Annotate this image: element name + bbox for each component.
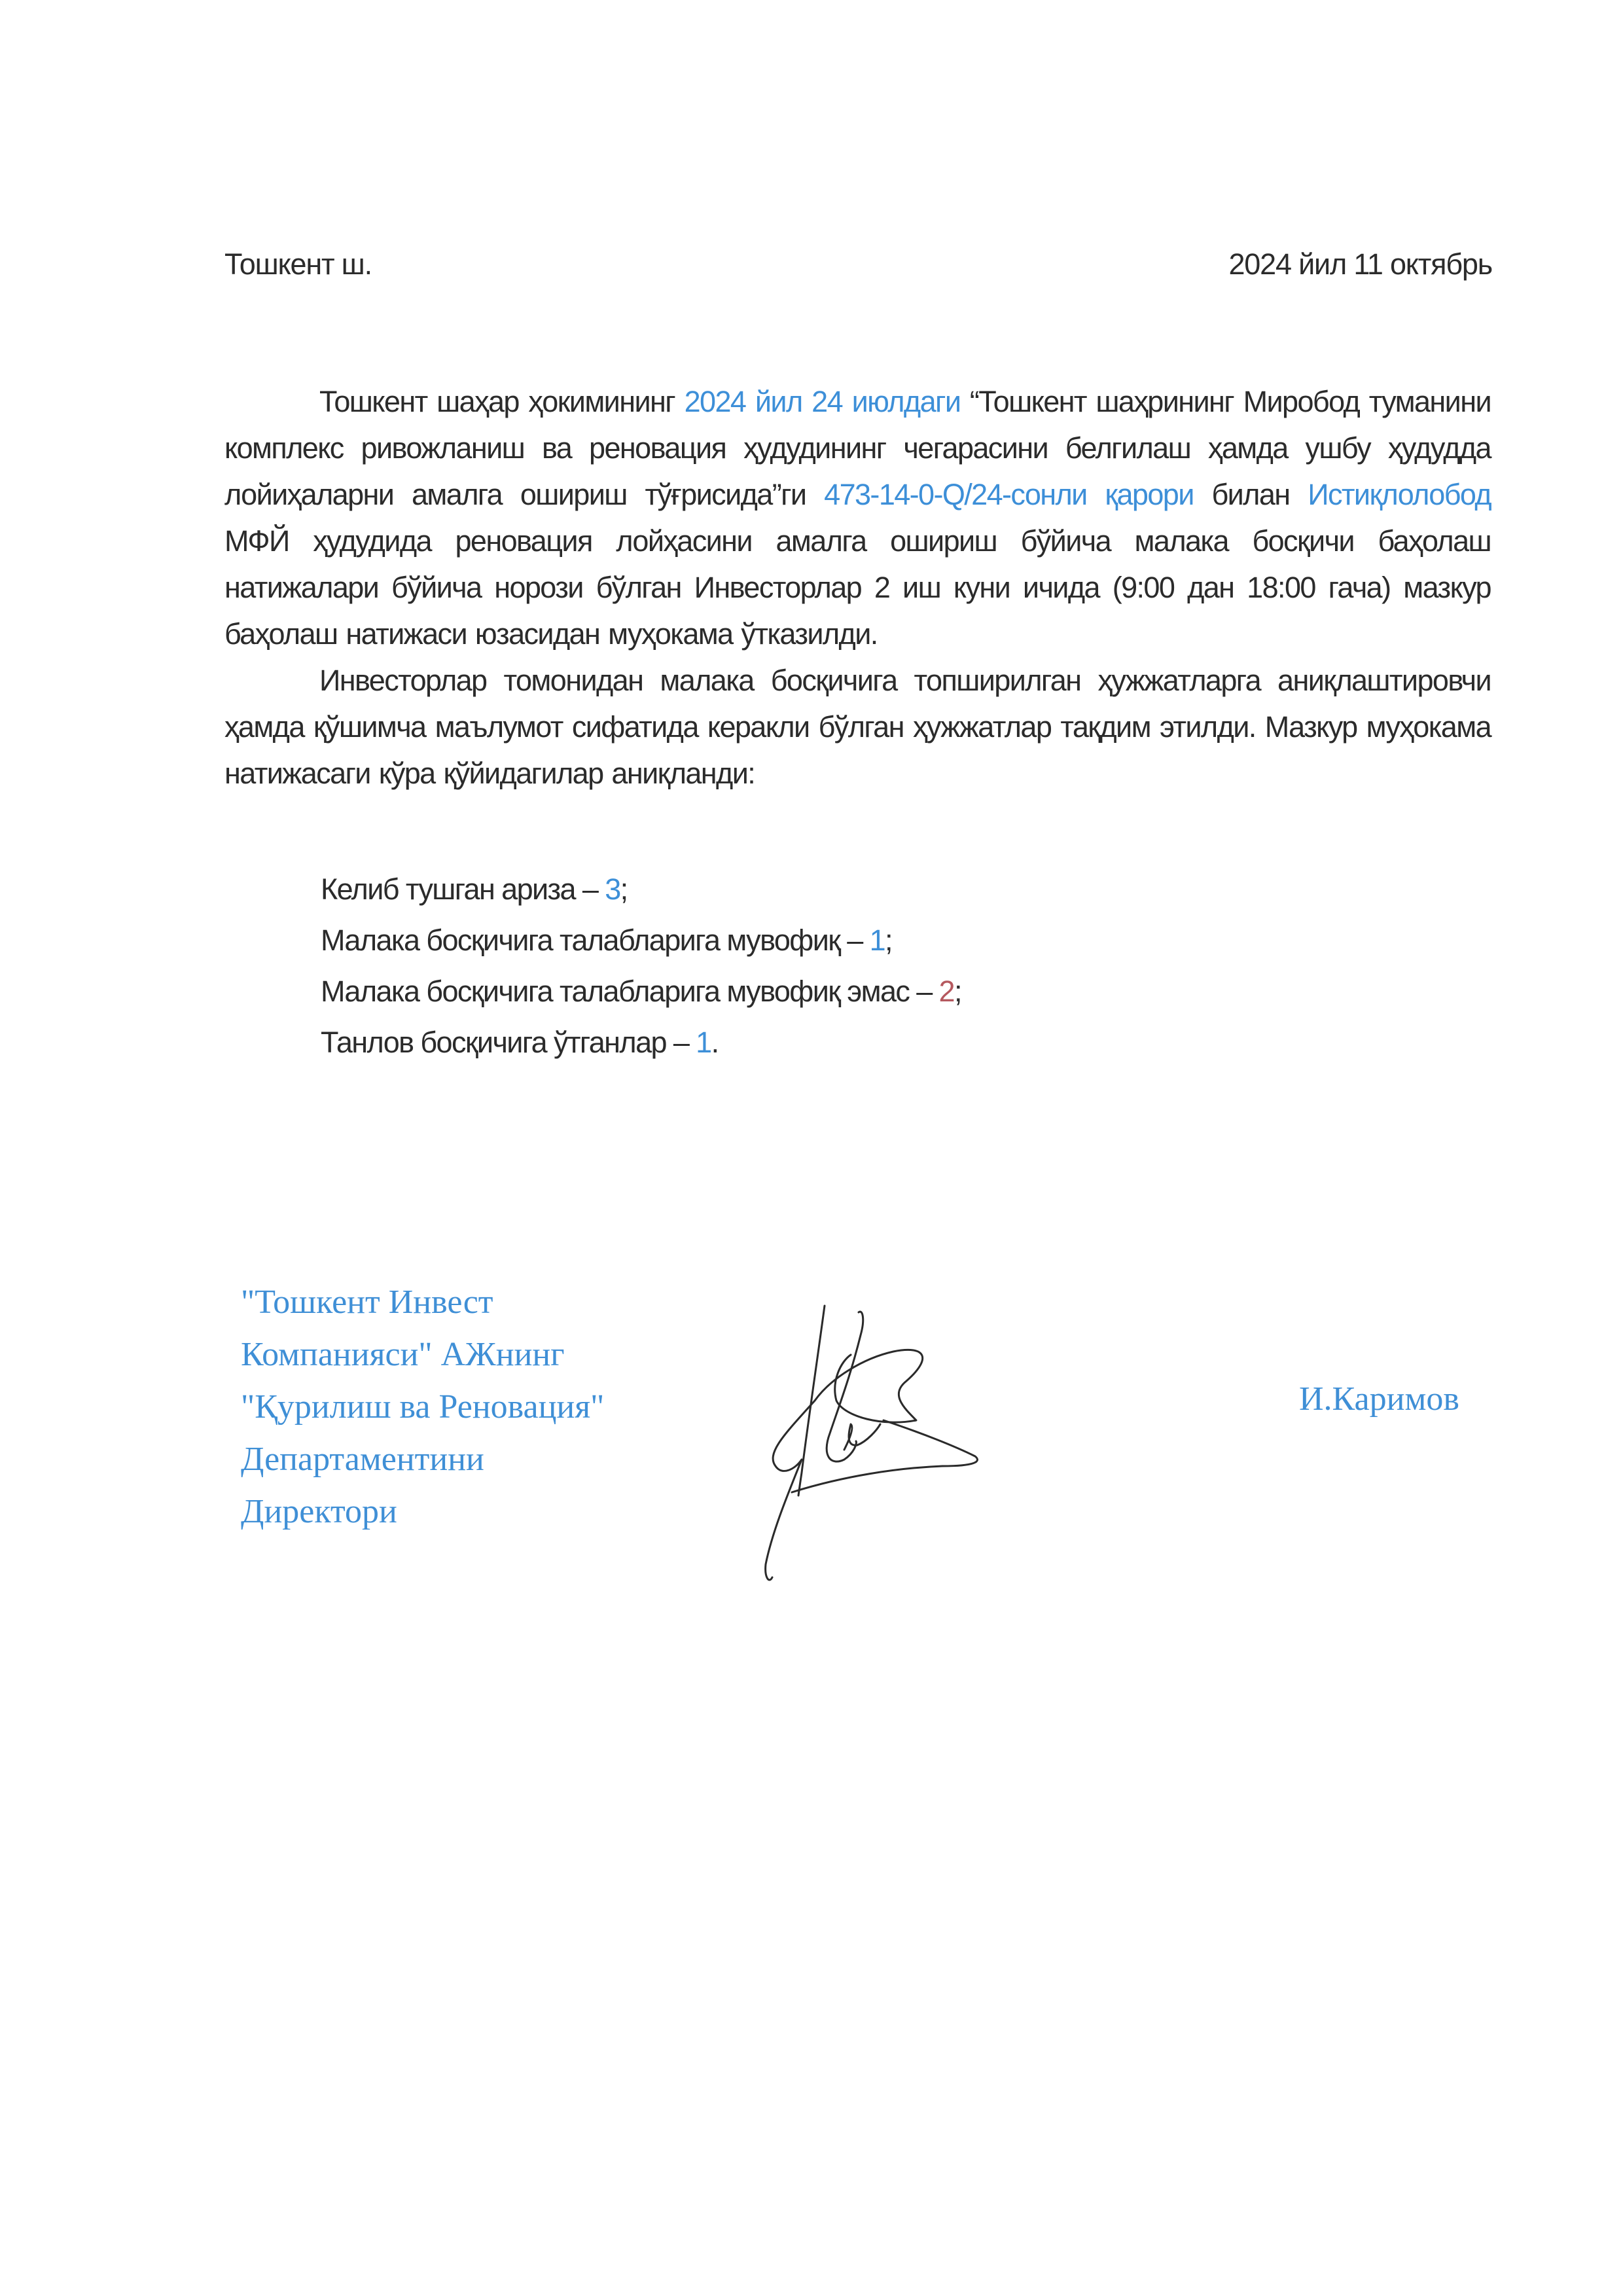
result-punct: ; xyxy=(620,872,628,906)
result-label: Малака босқичига талабларига мувофиқ – xyxy=(321,924,870,957)
signature-stroke xyxy=(766,1350,923,1579)
signature-stroke xyxy=(792,1420,977,1492)
result-label: Танлов босқичига ўтганлар – xyxy=(321,1026,696,1059)
result-punct: ; xyxy=(954,975,961,1008)
decree-number: 473-14-0-Q/24-сонли қарори xyxy=(824,478,1194,511)
position-line: Директори xyxy=(241,1493,397,1530)
position-line: Департаментини xyxy=(241,1441,484,1478)
paragraph-text: билан xyxy=(1193,478,1308,511)
signatory-position xyxy=(241,1276,604,1538)
document-header xyxy=(224,247,1492,287)
mfy-name: Истиқлолобод xyxy=(1308,478,1491,511)
signer-name: И.Каримов xyxy=(1299,1380,1459,1418)
document-body xyxy=(224,378,1491,797)
result-label: Келиб тушган ариза – xyxy=(321,872,605,906)
result-punct: . xyxy=(711,1026,719,1059)
signature-stroke xyxy=(844,1424,880,1450)
result-label: Малака босқичига талабларига мувофиқ эмас – xyxy=(321,975,939,1008)
handwritten-signature xyxy=(753,1270,1538,1597)
paragraph-text: Тошкент шаҳар ҳокимининг xyxy=(319,385,685,418)
result-item-applications xyxy=(321,864,961,915)
position-line: "Тошкент Инвест xyxy=(241,1283,493,1321)
paragraph-documents xyxy=(224,657,1491,797)
paragraph-text: МФЙ ҳудудида реновация лойҳасини амалга ошириш бўйича малака босқичи баҳолаш натижалари бўйича норози бўлган Инвесторлар 2 иш куни ичида (9:00 дан 18:00 гача) мазкур баҳолаш натижаси юзасидан муҳокама ўтказилди. xyxy=(224,524,1491,651)
result-value: 1 xyxy=(869,924,885,957)
signature-stroke xyxy=(798,1306,825,1496)
result-value: 3 xyxy=(605,872,620,906)
results-list xyxy=(321,864,961,1068)
result-value: 1 xyxy=(696,1026,711,1059)
result-value: 2 xyxy=(938,975,954,1008)
city-label: Тошкент ш. xyxy=(224,247,372,281)
decree-date: 2024 йил 24 июлдаги xyxy=(684,385,961,418)
position-line: "Қурилиш ва Реновация" xyxy=(241,1388,605,1426)
result-punct: ; xyxy=(885,924,892,957)
position-line: Компанияси" АЖнинг xyxy=(241,1336,565,1373)
document-date: 2024 йил 11 октябрь xyxy=(1228,247,1492,281)
signature-stroke xyxy=(827,1312,863,1462)
paragraph-text: “Тошкент шаҳрининг Миробод туманини комплекс ривожланиш ва реновация ҳудудининг чегарасини белгилаш ҳамда ушбу ҳудудда лойиҳаларни амалга ошириш тўғрисида”ги xyxy=(224,385,1491,511)
result-item-passed xyxy=(321,1017,961,1068)
result-item-compliant xyxy=(321,915,961,966)
result-item-noncompliant xyxy=(321,966,961,1017)
paragraph-text: Инвесторлар томонидан малака босқичига топширилган ҳужжатларга аниқлаштировчи ҳамда қўшимча маълумот сифатида керакли бўлган ҳужжатлар тақдим этилди. Мазкур муҳокама натижасаги кўра қўйидагилар аниқланди: xyxy=(224,664,1491,790)
paragraph-discussion xyxy=(224,378,1491,657)
